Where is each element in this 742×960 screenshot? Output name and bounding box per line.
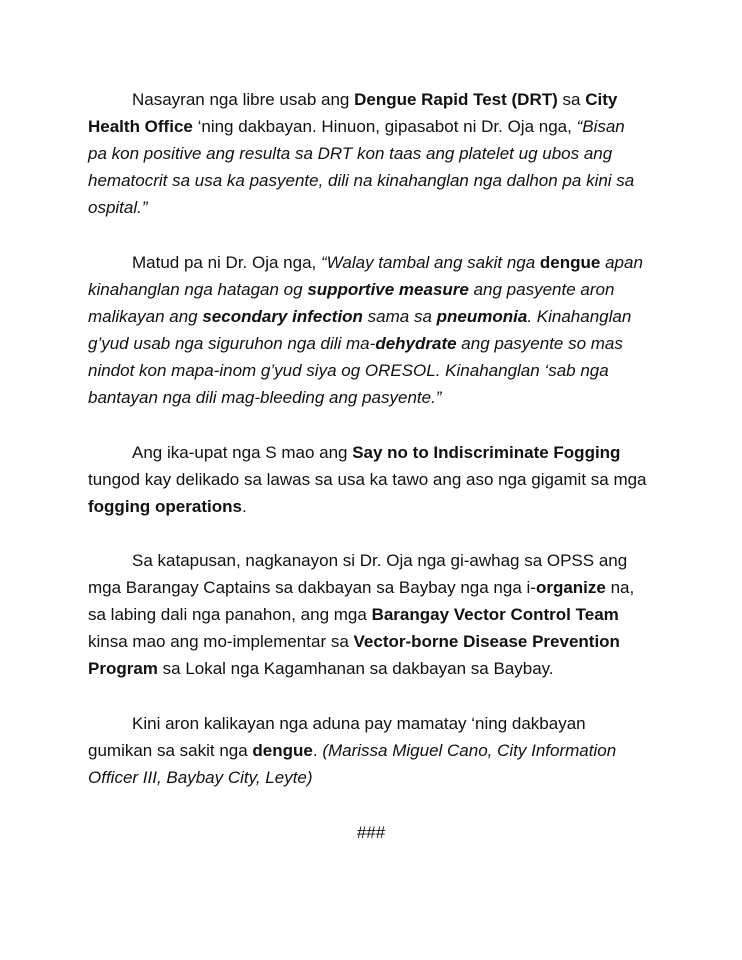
paragraph-no-medicine-dengue — [88, 249, 648, 411]
text-segment: na, sa labing dali nga panahon, ang mga — [88, 578, 635, 624]
text-segment: “Walay tambal ang sakit nga — [321, 253, 540, 272]
text-segment: Ang ika-upat nga S mao ang — [132, 443, 353, 462]
text-segment: ang pasyente aron malikayan ang — [88, 280, 615, 326]
text-segment: fogging operations — [88, 497, 242, 516]
text-segment: apan kinahanglan nga hatagan og — [88, 253, 643, 299]
text-segment: (Marissa Miguel Cano, City Information Officer III, Baybay City, Leyte) — [88, 741, 617, 787]
text-segment: sama sa — [362, 307, 437, 326]
paragraph-vector-control-team — [88, 547, 648, 682]
text-segment: City Health Office — [88, 90, 618, 136]
text-segment: ‘ning dakbayan. Hinuon, gipasabot ni Dr. Oja nga, — [192, 117, 577, 136]
paragraph-dengue-rapid-test — [88, 86, 648, 221]
text-segment: Nasayran nga libre usab ang — [132, 90, 355, 109]
text-segment: Vector-borne Disease Prevention Program — [88, 632, 620, 678]
paragraph-indiscriminate-fogging — [88, 439, 648, 520]
paragraph-closing-byline — [88, 710, 648, 791]
text-segment: Sa katapusan, nagkanayon si Dr. Oja nga gi-awhag sa OPSS ang mga Barangay Captains sa dakbayan sa Baybay nga nga i- — [88, 551, 628, 597]
text-segment: ang pasyente so mas nindot kon mapa-inom g’yud siya og ORESOL. Kinahanglan ‘sab nga bantayan nga dili mag-bleeding ang pasyente.” — [88, 334, 623, 407]
text-segment: Say no to Indiscriminate Fogging — [352, 443, 621, 462]
text-segment: Dengue Rapid Test (DRT) — [354, 90, 558, 109]
text-segment: supportive measure — [307, 280, 469, 299]
text-segment: . — [241, 497, 247, 516]
text-segment: Matud pa ni Dr. Oja nga, — [132, 253, 321, 272]
text-segment: dengue — [252, 741, 313, 760]
text-segment: Barangay Vector Control Team — [371, 605, 619, 624]
text-segment: pneumonia — [436, 307, 528, 326]
text-segment: dehydrate — [375, 334, 457, 353]
text-segment: sa Lokal nga Kagamhanan sa dakbayan sa Baybay. — [157, 659, 554, 678]
text-segment: secondary infection — [202, 307, 363, 326]
end-mark: ### — [356, 823, 386, 842]
text-segment: dengue — [539, 253, 601, 272]
text-segment: organize — [535, 578, 606, 597]
text-segment: . — [312, 741, 323, 760]
text-segment: sa — [557, 90, 586, 109]
text-segment: tungod kay delikado sa lawas sa usa ka tawo ang aso nga gigamit sa mga — [88, 470, 647, 489]
text-segment: kinsa mao ang mo-implementar sa — [88, 632, 354, 651]
text-segment: . Kinahanglan g’yud usab nga siguruhon nga dili ma- — [88, 307, 632, 353]
text-segment: Kini aron kalikayan nga aduna pay mamatay ‘ning dakbayan gumikan sa sakit nga — [88, 714, 586, 760]
text-segment: “Bisan pa kon positive ang resulta sa DRT kon taas ang platelet ug ubos ang hematocrit sa usa ka pasyente, dili na kinahanglan nga dalhon pa kini sa ospital.” — [88, 117, 635, 217]
